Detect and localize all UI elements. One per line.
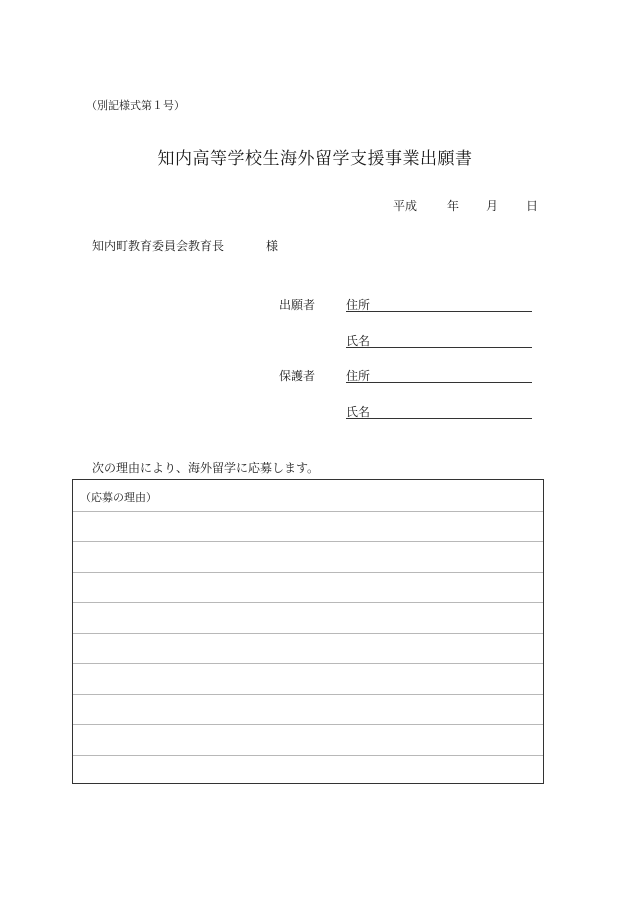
reason-line[interactable] [73, 541, 543, 542]
applicant-role-label: 出願者 [279, 298, 316, 312]
guardian-address-underline [346, 382, 532, 383]
reason-line[interactable] [73, 633, 543, 634]
applicant-name-label: 氏名 [346, 334, 371, 348]
reason-line[interactable] [73, 755, 543, 756]
reason-box [72, 479, 544, 784]
date-year-unit: 年 [447, 199, 460, 213]
guardian-address-label: 住所 [346, 369, 371, 383]
recipient-honorific: 様 [266, 239, 279, 253]
document-title: 知内高等学校生海外留学支援事業出願書 [157, 149, 473, 169]
applicant-address-label: 住所 [346, 298, 371, 312]
guardian-name-underline [346, 418, 532, 419]
reason-line[interactable] [73, 724, 543, 725]
reason-line[interactable] [73, 663, 543, 664]
applicant-address-underline [346, 311, 532, 312]
reason-line[interactable] [73, 511, 543, 512]
form-number: （別記様式第１号） [86, 99, 185, 112]
guardian-address-field[interactable] [372, 367, 530, 382]
guardian-name-field[interactable] [372, 403, 530, 418]
reason-line[interactable] [73, 572, 543, 573]
recipient-name: 知内町教育委員会教育長 [92, 239, 225, 253]
guardian-name-label: 氏名 [346, 405, 371, 419]
applicant-name-underline [346, 347, 532, 348]
reason-line[interactable] [73, 694, 543, 695]
intro-statement: 次の理由により、海外留学に応募します。 [92, 461, 320, 475]
reason-line[interactable] [73, 602, 543, 603]
date-day-unit: 日 [526, 199, 539, 213]
applicant-name-field[interactable] [372, 332, 530, 347]
reason-label: （応募の理由） [80, 491, 157, 504]
guardian-role-label: 保護者 [279, 369, 316, 383]
date-month-unit: 月 [486, 199, 499, 213]
applicant-address-field[interactable] [372, 296, 530, 311]
date-era: 平成 [393, 199, 418, 213]
